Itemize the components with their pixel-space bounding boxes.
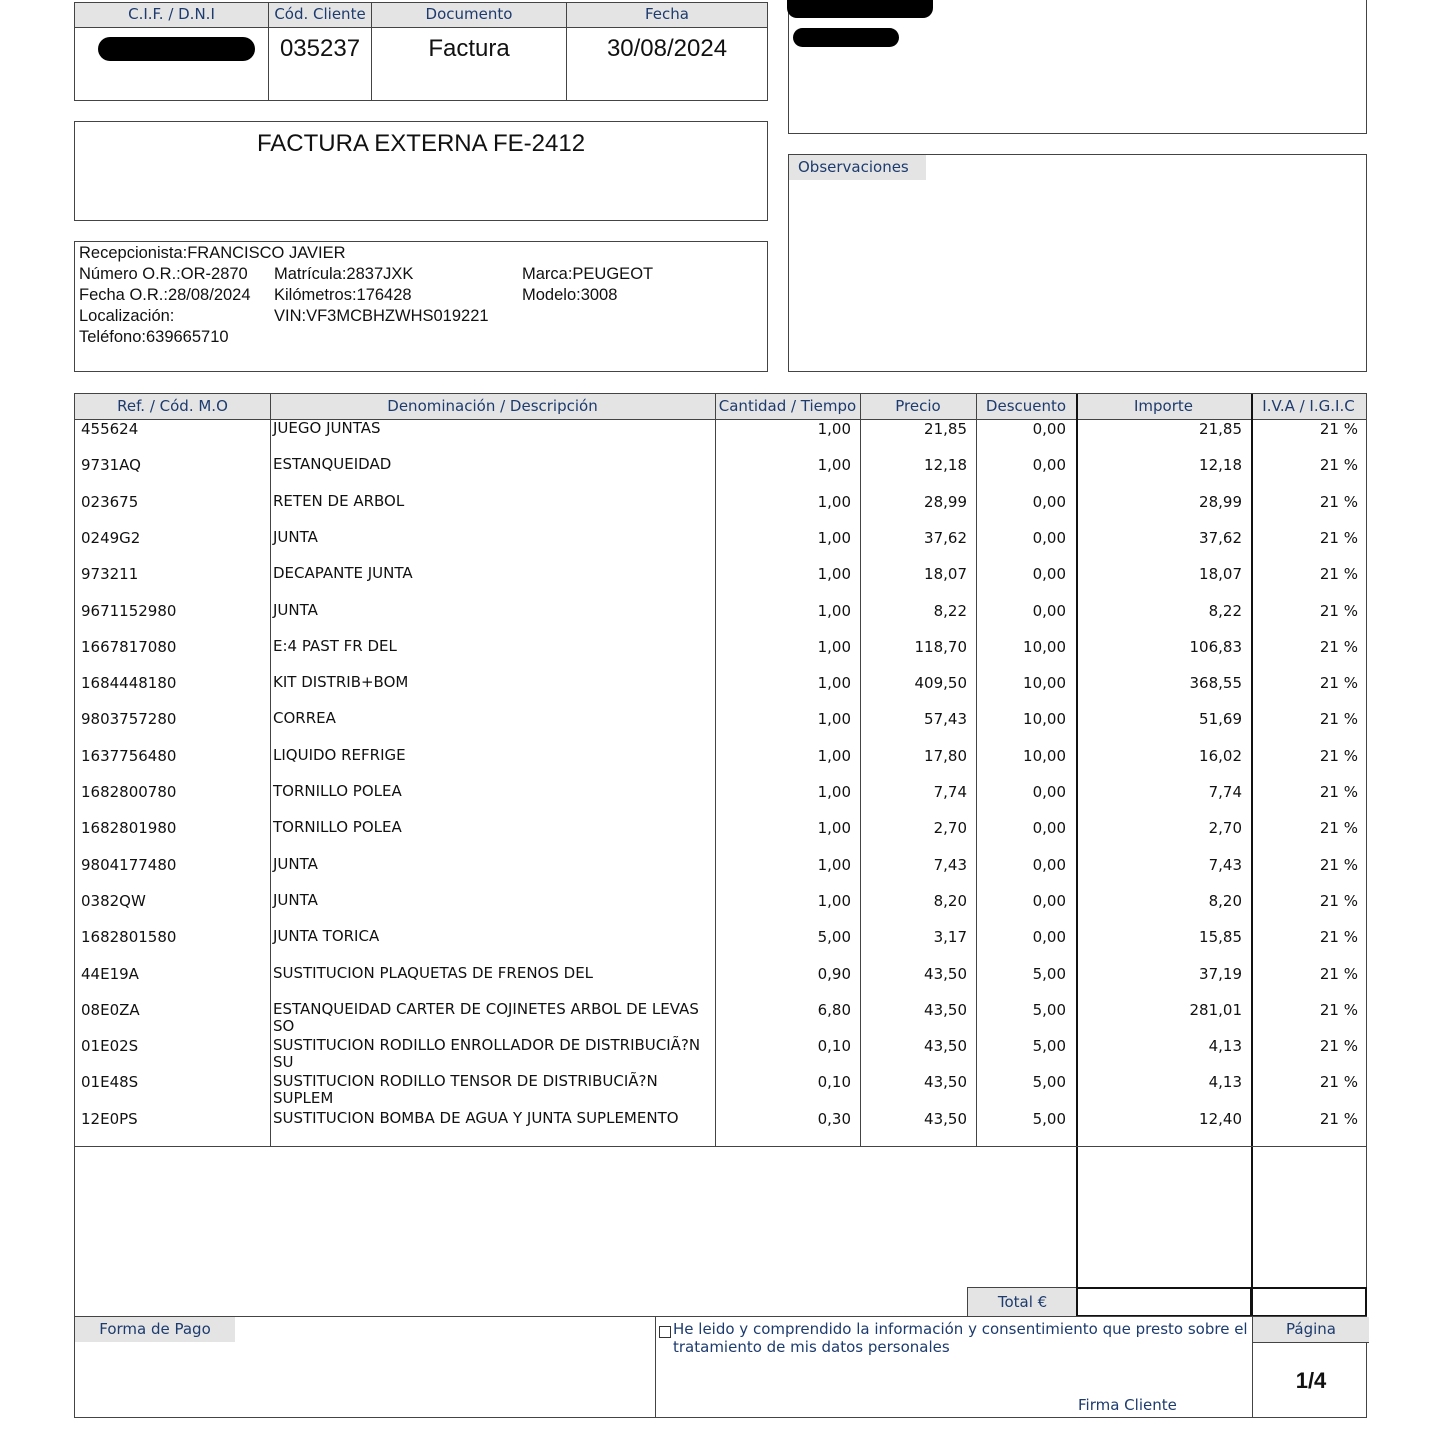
table-row — [75, 1036, 1366, 1072]
table-row — [75, 855, 1366, 891]
cell-amount: 37,19 — [1199, 964, 1242, 983]
date-header: Fecha — [567, 3, 767, 28]
cell-price: 8,20 — [933, 891, 967, 910]
cif-header: C.I.F. / D.N.I — [75, 3, 268, 28]
total-label: Total € — [967, 1287, 1077, 1316]
cell-disc: 0,00 — [1032, 528, 1066, 547]
cell-ref: 1682800780 — [81, 783, 177, 801]
cell-vat: 21 % — [1319, 964, 1358, 983]
cell-qty: 1,00 — [817, 710, 851, 729]
cell-vat: 21 % — [1319, 420, 1358, 438]
table-row — [75, 673, 1366, 709]
table-row — [75, 564, 1366, 600]
client-code-value: 035237 — [279, 35, 361, 62]
cell-desc: SUSTITUCION RODILLO ENROLLADOR DE DISTRIBUCIÃ?N SU — [273, 1036, 701, 1072]
cell-desc: JUNTA TORICA — [273, 927, 380, 946]
cell-desc: ESTANQUEIDAD — [273, 455, 392, 474]
cell-price: 7,43 — [933, 855, 967, 874]
cell-price: 8,22 — [933, 601, 967, 620]
cell-amount: 106,83 — [1189, 637, 1242, 656]
plate: Matrícula:2837JXK — [274, 265, 414, 283]
cell-disc: 5,00 — [1032, 1073, 1066, 1092]
cell-disc: 5,00 — [1032, 1037, 1066, 1056]
cell-ref: 01E48S — [81, 1073, 139, 1092]
col-qty-header: Cantidad / Tiempo — [718, 397, 857, 415]
table-row — [75, 492, 1366, 528]
items-table — [74, 393, 1367, 1317]
cell-vat: 21 % — [1319, 492, 1358, 511]
cell-desc: SUSTITUCION RODILLO TENSOR DE DISTRIBUCIÃ?N SUPLEM — [273, 1072, 658, 1108]
page-section — [1252, 1317, 1369, 1417]
cell-desc: JUNTA — [273, 854, 318, 873]
cell-disc: 0,00 — [1032, 819, 1066, 838]
cell-vat: 21 % — [1319, 819, 1358, 838]
cell-desc: LIQUIDO REFRIGE — [273, 745, 406, 764]
cell-desc: ESTANQUEIDAD CARTER DE COJINETES ARBOL DE LEVAS SO — [273, 999, 699, 1035]
cell-desc: JUNTA — [273, 527, 318, 546]
document-column — [372, 3, 567, 100]
cell-vat: 21 % — [1319, 1037, 1358, 1056]
total-vat-box — [1251, 1287, 1367, 1317]
cell-vat: 21 % — [1319, 601, 1358, 620]
consent-text: He leido y comprendido la información y consentimiento que presto sobre el tratamiento de mis datos personales — [673, 1320, 1248, 1356]
cell-price: 12,18 — [924, 456, 967, 475]
table-row — [75, 419, 1366, 455]
cell-price: 57,43 — [924, 710, 967, 729]
cell-qty: 1,00 — [817, 637, 851, 656]
order-date: Fecha O.R.:28/08/2024 — [79, 286, 251, 304]
redaction-mark — [793, 28, 899, 47]
document-value: Factura — [428, 35, 510, 62]
cell-desc: SUSTITUCION PLAQUETAS DE FRENOS DEL — [273, 963, 594, 982]
cell-ref: 1682801580 — [81, 928, 177, 947]
vin: VIN:VF3MCBHZWHS019221 — [274, 307, 489, 325]
cell-vat: 21 % — [1319, 1109, 1358, 1128]
cell-vat: 21 % — [1319, 891, 1358, 910]
cell-amount: 8,22 — [1208, 601, 1242, 620]
cell-ref: 9803757280 — [81, 710, 177, 729]
cell-vat: 21 % — [1319, 928, 1358, 947]
cell-amount: 12,40 — [1199, 1109, 1242, 1128]
cell-vat: 21 % — [1319, 674, 1358, 693]
table-row — [75, 1000, 1366, 1036]
cell-ref: 9671152980 — [81, 601, 177, 620]
cell-price: 37,62 — [924, 528, 967, 547]
cell-qty: 1,00 — [817, 855, 851, 874]
cell-price: 21,85 — [924, 420, 967, 438]
table-row — [75, 1109, 1366, 1145]
cell-ref: 9731AQ — [81, 456, 141, 475]
cell-disc: 0,00 — [1032, 783, 1066, 801]
cell-qty: 1,00 — [817, 420, 851, 438]
cell-ref: 1667817080 — [81, 637, 177, 656]
col-ref-header: Ref. / Cód. M.O — [117, 397, 228, 415]
model: Modelo:3008 — [522, 286, 618, 304]
table-row — [75, 709, 1366, 745]
cell-ref: 023675 — [81, 492, 139, 511]
cell-qty: 0,10 — [817, 1073, 851, 1092]
cell-amount: 37,62 — [1199, 528, 1242, 547]
cell-ref: 1637756480 — [81, 746, 177, 765]
cell-desc: TORNILLO POLEA — [273, 782, 402, 800]
order-number: Número O.R.:OR-2870 — [79, 265, 248, 283]
col-discount-header: Descuento — [985, 397, 1067, 415]
cell-desc: CORREA — [273, 709, 336, 728]
cell-amount: 12,18 — [1199, 456, 1242, 475]
cell-ref: 0382QW — [81, 891, 146, 910]
cell-amount: 281,01 — [1189, 1000, 1242, 1019]
cell-desc: DECAPANTE JUNTA — [273, 564, 413, 583]
cell-ref: 12E0PS — [81, 1109, 138, 1128]
cell-desc: E:4 PAST FR DEL — [273, 636, 397, 655]
cell-qty: 1,00 — [817, 819, 851, 838]
cell-amount: 15,85 — [1199, 928, 1242, 947]
cell-amount: 7,74 — [1208, 783, 1242, 801]
invoice-title: FACTURA EXTERNA FE-2412 — [256, 130, 586, 157]
redaction-mark — [98, 37, 255, 61]
receptionist: Recepcionista:FRANCISCO JAVIER — [79, 244, 346, 262]
brand: Marca:PEUGEOT — [522, 265, 654, 283]
cell-disc: 10,00 — [1023, 674, 1066, 693]
cell-desc: JUEGO JUNTAS — [273, 419, 381, 437]
cell-disc: 5,00 — [1032, 1109, 1066, 1128]
table-row — [75, 818, 1366, 854]
cell-ref: 973211 — [81, 565, 139, 584]
cell-disc: 0,00 — [1032, 891, 1066, 910]
col-vat-header: I.V.A / I.G.I.C — [1262, 397, 1355, 415]
cell-desc: KIT DISTRIB+BOM — [273, 673, 409, 692]
cell-ref: 1682801980 — [81, 819, 177, 838]
table-row — [75, 927, 1366, 963]
cell-price: 43,50 — [924, 1073, 967, 1092]
cell-price: 3,17 — [933, 928, 967, 947]
footer-box — [74, 1316, 1367, 1418]
invoice-title-box — [74, 121, 768, 221]
cell-amount: 4,13 — [1208, 1073, 1242, 1092]
cell-disc: 0,00 — [1032, 565, 1066, 584]
cell-disc: 0,00 — [1032, 928, 1066, 947]
cell-vat: 21 % — [1319, 710, 1358, 729]
cell-vat: 21 % — [1319, 637, 1358, 656]
document-info-table — [74, 2, 768, 101]
cell-desc: TORNILLO POLEA — [273, 818, 402, 837]
cell-ref: 08E0ZA — [81, 1000, 140, 1019]
table-row — [75, 746, 1366, 782]
cell-vat: 21 % — [1319, 783, 1358, 801]
table-row — [75, 528, 1366, 564]
cif-column — [75, 3, 269, 100]
cell-qty: 1,00 — [817, 601, 851, 620]
phone: Teléfono:639665710 — [79, 328, 229, 346]
cell-qty: 0,30 — [817, 1109, 851, 1128]
date-column — [567, 3, 767, 100]
cell-price: 18,07 — [924, 565, 967, 584]
cell-ref: 1684448180 — [81, 674, 177, 693]
payment-method-label: Forma de Pago — [75, 1317, 235, 1342]
redaction-mark — [787, 0, 933, 18]
location: Localización: — [79, 307, 175, 325]
cell-amount: 18,07 — [1199, 565, 1242, 584]
col-amount-header: Importe — [1133, 397, 1193, 415]
cell-qty: 1,00 — [817, 528, 851, 547]
table-row — [75, 964, 1366, 1000]
cell-price: 28,99 — [924, 492, 967, 511]
consent-checkbox[interactable] — [659, 1326, 671, 1338]
cell-disc: 0,00 — [1032, 420, 1066, 438]
kilometers: Kilómetros:176428 — [274, 286, 412, 304]
table-row — [75, 455, 1366, 491]
observations-label: Observaciones — [789, 155, 926, 180]
cell-qty: 1,00 — [817, 783, 851, 801]
cif-value — [75, 28, 268, 98]
cell-vat: 21 % — [1319, 1000, 1358, 1019]
rows-bottom-line — [75, 1146, 1366, 1147]
cell-ref: 455624 — [81, 420, 139, 438]
cell-qty: 1,00 — [817, 492, 851, 511]
cell-amount: 16,02 — [1199, 746, 1242, 765]
cell-qty: 5,00 — [817, 928, 851, 947]
document-header: Documento — [372, 3, 566, 28]
consent-section — [655, 1317, 1254, 1417]
cell-disc: 10,00 — [1023, 637, 1066, 656]
page-number: 1/4 — [1295, 1368, 1327, 1393]
cell-desc: SUSTITUCION BOMBA DE AGUA Y JUNTA SUPLEMENTO — [273, 1108, 679, 1127]
signature-label: Firma Cliente — [1078, 1396, 1177, 1414]
observations-box — [788, 154, 1367, 372]
cell-disc: 0,00 — [1032, 456, 1066, 475]
cell-disc: 0,00 — [1032, 492, 1066, 511]
table-row — [75, 601, 1366, 637]
cell-price: 17,80 — [924, 746, 967, 765]
cell-ref: 44E19A — [81, 964, 139, 983]
cell-amount: 21,85 — [1199, 420, 1242, 438]
cell-disc: 5,00 — [1032, 964, 1066, 983]
cell-qty: 1,00 — [817, 746, 851, 765]
cell-vat: 21 % — [1319, 1073, 1358, 1092]
cell-amount: 28,99 — [1199, 492, 1242, 511]
table-row — [75, 1072, 1366, 1108]
cell-qty: 1,00 — [817, 456, 851, 475]
cell-qty: 1,00 — [817, 674, 851, 693]
cell-qty: 0,10 — [817, 1037, 851, 1056]
cell-ref: 0249G2 — [81, 528, 141, 547]
cell-price: 7,74 — [933, 783, 967, 801]
cell-price: 2,70 — [933, 819, 967, 838]
cell-desc: JUNTA — [273, 890, 318, 909]
col-price-header: Precio — [895, 397, 941, 415]
table-row — [75, 782, 1366, 818]
page-label: Página — [1253, 1317, 1369, 1343]
cell-vat: 21 % — [1319, 528, 1358, 547]
cell-vat: 21 % — [1319, 565, 1358, 584]
col-desc-header: Denominación / Descripción — [387, 397, 598, 415]
client-address-box — [788, 0, 1367, 134]
cell-price: 43,50 — [924, 1109, 967, 1128]
cell-ref: 9804177480 — [81, 855, 177, 874]
cell-price: 118,70 — [914, 637, 967, 656]
cell-desc: RETEN DE ARBOL — [273, 491, 405, 510]
cell-desc: JUNTA — [273, 600, 318, 619]
cell-amount: 2,70 — [1208, 819, 1242, 838]
cell-price: 43,50 — [924, 964, 967, 983]
cell-ref: 01E02S — [81, 1037, 139, 1056]
cell-qty: 1,00 — [817, 891, 851, 910]
cell-disc: 0,00 — [1032, 601, 1066, 620]
cell-amount: 368,55 — [1189, 674, 1242, 693]
cell-price: 409,50 — [914, 674, 967, 693]
cell-qty: 6,80 — [817, 1000, 851, 1019]
cell-qty: 0,90 — [817, 964, 851, 983]
client-code-column — [269, 3, 372, 100]
cell-amount: 7,43 — [1208, 855, 1242, 874]
cell-amount: 51,69 — [1199, 710, 1242, 729]
client-code-header: Cód. Cliente — [269, 3, 371, 28]
total-amount-box — [1076, 1287, 1252, 1317]
cell-qty: 1,00 — [817, 565, 851, 584]
cell-disc: 10,00 — [1023, 710, 1066, 729]
cell-amount: 8,20 — [1208, 891, 1242, 910]
table-row — [75, 891, 1366, 927]
cell-vat: 21 % — [1319, 456, 1358, 475]
cell-vat: 21 % — [1319, 746, 1358, 765]
cell-amount: 4,13 — [1208, 1037, 1242, 1056]
date-value: 30/08/2024 — [606, 35, 728, 62]
vehicle-info-box — [74, 241, 768, 372]
cell-disc: 10,00 — [1023, 746, 1066, 765]
cell-price: 43,50 — [924, 1037, 967, 1056]
cell-disc: 0,00 — [1032, 855, 1066, 874]
cell-price: 43,50 — [924, 1000, 967, 1019]
table-header-row — [75, 394, 1366, 420]
cell-disc: 5,00 — [1032, 1000, 1066, 1019]
cell-vat: 21 % — [1319, 855, 1358, 874]
table-row — [75, 637, 1366, 673]
